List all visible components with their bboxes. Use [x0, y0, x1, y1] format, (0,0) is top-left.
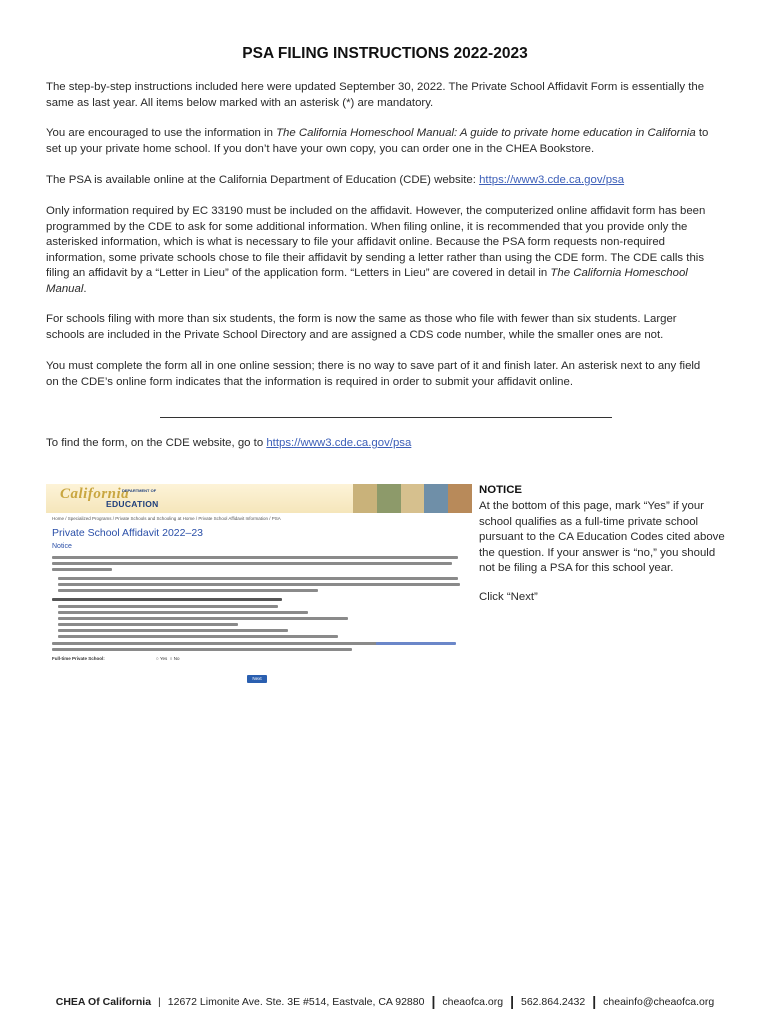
fine-print-line: [58, 617, 348, 620]
fine-print-line: [58, 577, 458, 580]
footer: [0, 993, 770, 1009]
intro-paragraph: The step-by-step instructions included here were updated September 30, 2022. The Private School Affidavit Form is essentially the same as last year. All items below marked with an asterisk (*) are mandatory.: [46, 81, 705, 109]
footer-separator: |: [158, 996, 161, 1008]
fine-print-link-line: [376, 642, 456, 645]
banner-photos: [353, 484, 472, 513]
radio-yes[interactable]: Yes: [159, 656, 168, 661]
fine-print-line: [52, 598, 282, 601]
six-students-paragraph: For schools filing with more than six students, the form is now the same as those who file with fewer than six students. Larger schools are included in the Private School Directory and are assigned a CDS code number, while the smaller ones are not.: [46, 313, 677, 341]
fine-print-line: [52, 568, 112, 571]
full-time-radios[interactable]: ○ Yes ○ No: [156, 656, 180, 661]
fine-print-line: [58, 629, 288, 632]
cde-notice-heading: Notice: [52, 543, 72, 550]
footer-separator: |: [592, 993, 597, 1009]
fine-print-line: [52, 562, 452, 565]
full-time-label: Full-time Private School:: [52, 656, 105, 661]
cde-next-button[interactable]: Next: [247, 675, 267, 683]
fine-print-line: [58, 611, 308, 614]
ec-paragraph: Only information required by EC 33190 must be included on the affidavit. However, the computerized online affidavit form has been programmed by the CDE to ask for some additional information. When filing online, it is recommended that you provide only the asterisked information, which is what is necessary to file your affidavit online. Because the PSA form requests non-required information, some private schools chose to file their affidavit by sending a letter rather than using the CDE form. The CDE calls this filing an affidavit by a “Letter in Lieu” of the application form. “Letters in Lieu” are covered in detail in The California Homeschool Manual.: [46, 205, 706, 295]
page-title: PSA FILING INSTRUCTIONS 2022-2023: [242, 45, 528, 62]
fine-print-line: [58, 623, 238, 626]
fine-print-line: [58, 583, 460, 586]
psa-online-paragraph: The PSA is available online at the California Department of Education (CDE) website: https://www3.cde.ca.gov/psa: [46, 174, 625, 186]
cde-education-label: EDUCATION: [106, 499, 159, 509]
cde-breadcrumb: Home / Specialized Programs / Private Schools and Schooling at Home / Private School Affidavit Information / PSA: [52, 516, 281, 521]
cde-page-title: Private School Affidavit 2022–23: [52, 527, 203, 539]
footer-separator: |: [431, 993, 436, 1009]
manual-title: The California Homeschool Manual: A guide to private home education in California: [276, 127, 696, 139]
divider: [160, 417, 612, 418]
cde-logo: California: [60, 486, 130, 502]
fine-print-line: [58, 589, 318, 592]
fine-print-line: [58, 605, 278, 608]
footer-email[interactable]: cheainfo@cheaofca.org: [603, 996, 715, 1008]
find-form-paragraph: To find the form, on the CDE website, go to https://www3.cde.ca.gov/psa: [46, 437, 412, 449]
notice-body: At the bottom of this page, mark “Yes” if your school qualifies as a full-time private school pursuant to the CA Education Codes cited above the question. If your answer is “no,” you should not be filing a PSA for this school year.: [479, 500, 725, 575]
cde-screenshot: [46, 484, 472, 696]
one-session-paragraph: You must complete the form all in one online session; there is no way to save part of it and finish later. An asterisk next to any field on the CDE’s online form indicates that the information is required in order to submit your affidavit online.: [46, 360, 701, 388]
fine-print-line: [52, 648, 352, 651]
footer-org: CHEA Of California: [55, 996, 152, 1008]
fine-print-line: [58, 635, 338, 638]
cde-dept-label: DEPARTMENT OF: [122, 488, 157, 493]
manual-title-short: The California Homeschool Manual: [46, 267, 688, 295]
footer-site[interactable]: cheaofca.org: [442, 996, 504, 1008]
click-next-instruction: Click “Next”: [479, 591, 538, 603]
notice-title: NOTICE: [479, 484, 523, 496]
footer-address: 12672 Limonite Ave. Ste. 3E #514, Eastvale, CA 92880: [167, 996, 425, 1008]
footer-phone: 562.864.2432: [521, 996, 586, 1008]
cde-banner: [46, 484, 472, 513]
fine-print-line: [52, 556, 458, 559]
find-form-link[interactable]: https://www3.cde.ca.gov/psa: [266, 437, 412, 449]
psa-link[interactable]: https://www3.cde.ca.gov/psa: [479, 174, 625, 186]
manual-paragraph: You are encouraged to use the information in The California Homeschool Manual: A guide to private home education in California to set up your private home school. If you don’t have your own copy, you can order one in the CHEA Bookstore.: [46, 127, 709, 155]
footer-separator: |: [510, 993, 514, 1009]
radio-no[interactable]: No: [173, 656, 180, 661]
